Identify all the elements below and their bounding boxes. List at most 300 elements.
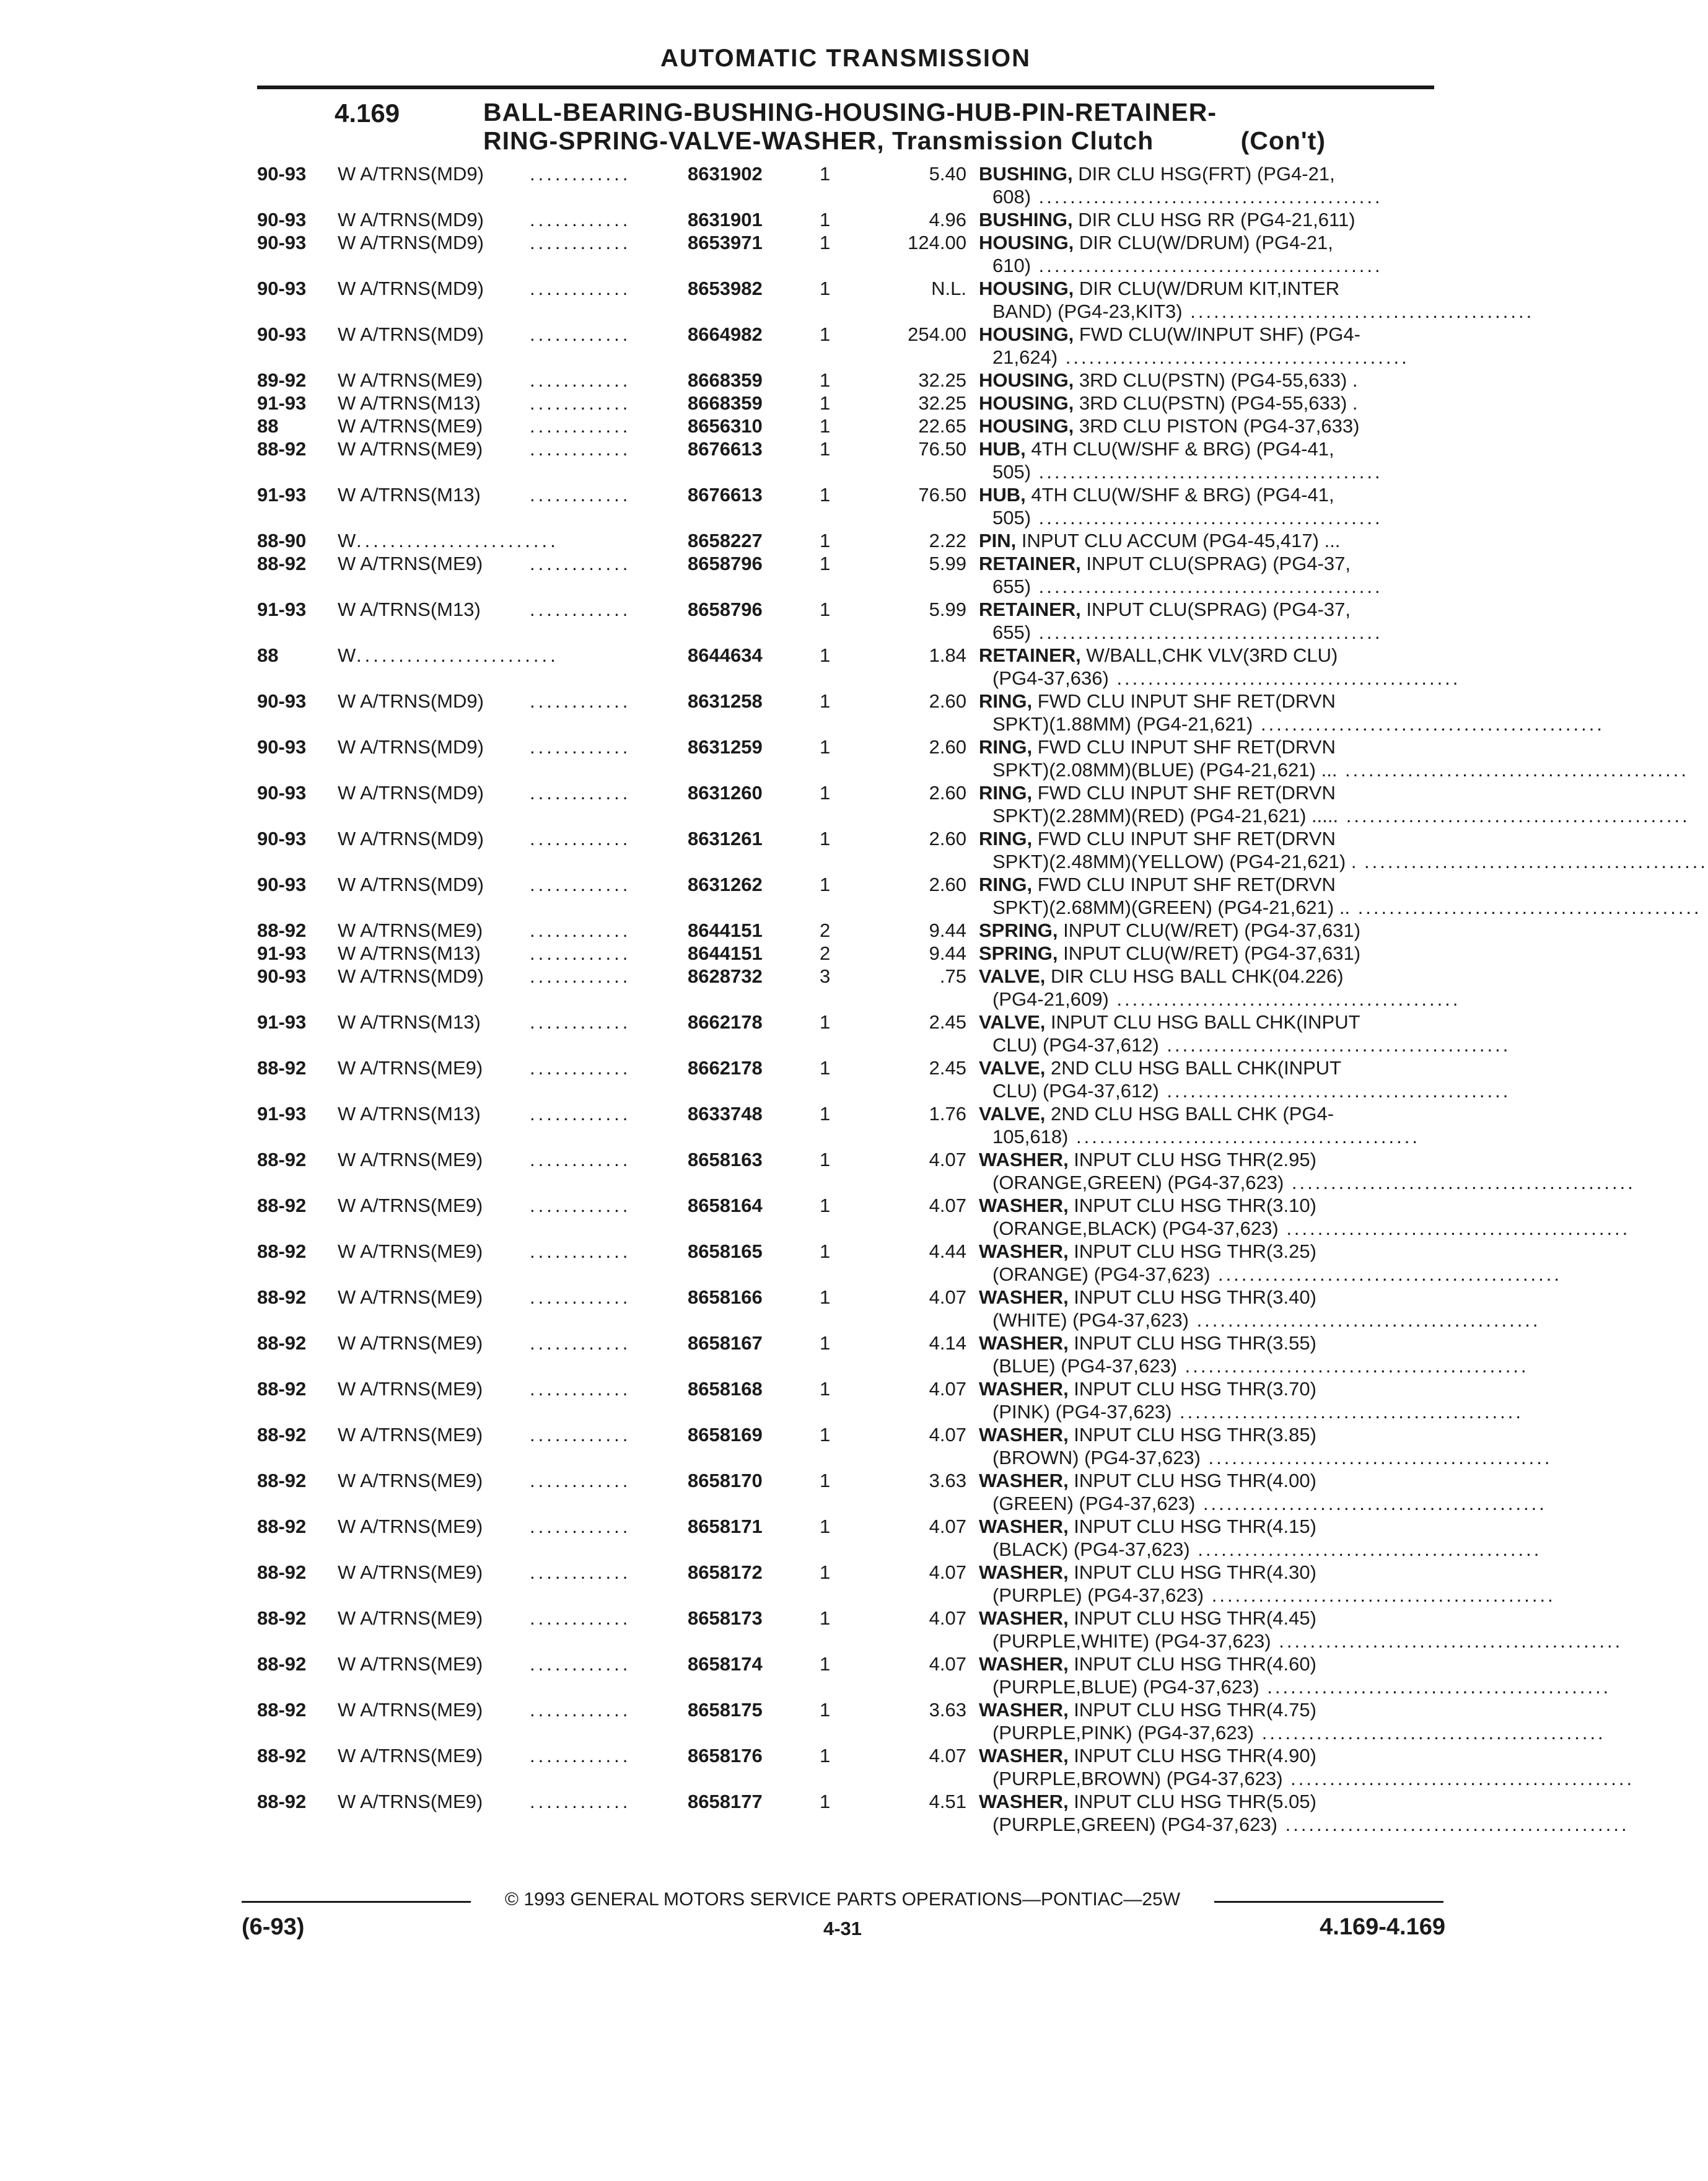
part-quantity: 1 [820, 415, 831, 437]
part-description [979, 873, 1702, 919]
part-detail-continued: SPKT)(2.48MM)(YELLOW) (PG4-21,621) . [992, 851, 1357, 872]
part-row [257, 1011, 1511, 1056]
description-line [979, 552, 1434, 575]
leader-dots: ............................................ [1195, 1493, 1547, 1514]
part-years: 90-93 [257, 209, 307, 230]
part-detail-continued: (ORANGE) (PG4-37,623) [992, 1263, 1211, 1285]
description-line [979, 1584, 1556, 1607]
part-price: 4.07 [929, 1424, 966, 1446]
part-description [979, 1744, 1635, 1790]
leader-dots: ............................................ [1210, 1263, 1562, 1285]
part-application: W [338, 644, 356, 666]
part-detail-continued: (PURPLE,BROWN) (PG4-37,623) [992, 1768, 1283, 1789]
part-row [257, 1102, 1434, 1148]
part-years: 90-93 [257, 874, 307, 895]
part-detail: INPUT CLU HSG THR(4.45) [1068, 1607, 1316, 1629]
part-detail: FWD CLU INPUT SHF RET(DRVN [1032, 690, 1336, 712]
part-row [257, 483, 1434, 529]
description-line [979, 621, 1434, 644]
leader-dots: ............................................ [1031, 186, 1383, 208]
part-detail: INPUT CLU(W/RET) (PG4-37,631) [1058, 919, 1361, 941]
part-name: RING, [979, 782, 1033, 804]
leader-dots: ............ [530, 1103, 631, 1125]
part-quantity: 1 [820, 1240, 831, 1262]
leader-dots: ............................................ [1188, 1309, 1541, 1331]
part-name: RETAINER, [979, 644, 1081, 666]
description-line [979, 988, 1461, 1011]
part-detail: FWD CLU INPUT SHF RET(DRVN [1032, 828, 1336, 849]
leader-dots: ............ [530, 392, 631, 414]
leader-dots: ............ [530, 1057, 631, 1079]
part-detail: 4TH CLU(W/SHF & BRG) (PG4-41, [1025, 484, 1334, 506]
part-price: 124.00 [908, 232, 966, 253]
part-name: PIN, [979, 530, 1017, 551]
part-detail-continued: CLU) (PG4-37,612) [992, 1034, 1159, 1056]
part-number: 8644634 [688, 644, 763, 666]
part-detail-continued: (BLUE) (PG4-37,623) [992, 1355, 1178, 1377]
footer-rule-left [242, 1901, 471, 1903]
description-line [979, 1217, 1631, 1240]
part-detail: FWD CLU(W/INPUT SHF) (PG4- [1074, 323, 1360, 345]
part-years: 88-92 [257, 1791, 307, 1812]
part-detail-continued: (PINK) (PG4-37,623) [992, 1401, 1172, 1423]
part-number: 8631260 [688, 782, 763, 804]
part-quantity: 1 [820, 1332, 831, 1354]
part-detail-continued: SPKT)(2.28MM)(RED) (PG4-21,621) ..... [992, 805, 1339, 827]
leader-dots: ............ [530, 484, 631, 506]
part-row [257, 323, 1434, 369]
part-row [257, 1744, 1635, 1790]
description-line [979, 1033, 1511, 1056]
part-number: 8628732 [688, 965, 763, 987]
part-application: W A/TRNS(ME9) [338, 415, 483, 437]
description-line [979, 1790, 1434, 1813]
part-name: RETAINER, [979, 553, 1081, 574]
description-line [979, 162, 1434, 185]
description-line [979, 460, 1434, 483]
page-header-title: AUTOMATIC TRANSMISSION [660, 45, 1031, 72]
part-detail-continued: SPKT)(2.08MM)(BLUE) (PG4-21,621) ... [992, 759, 1338, 781]
parts-list [257, 162, 1708, 1836]
description-line [979, 850, 1708, 873]
part-quantity: 1 [820, 1791, 831, 1812]
part-detail-continued: 21,624) [992, 346, 1058, 368]
leader-dots: ............ [530, 323, 631, 345]
part-price: 2.60 [929, 828, 966, 849]
part-years: 88-92 [257, 438, 307, 460]
part-description [979, 827, 1708, 873]
part-number: 8644151 [688, 919, 763, 941]
part-application: W A/TRNS(M13) [338, 599, 481, 620]
part-quantity: 1 [820, 553, 831, 574]
header-rule [257, 86, 1434, 89]
part-number: 8658177 [688, 1791, 763, 1812]
part-number: 8631262 [688, 874, 763, 895]
description-line [979, 1125, 1434, 1148]
description-line [979, 1309, 1541, 1332]
part-years: 90-93 [257, 965, 307, 987]
part-number: 8658796 [688, 553, 763, 574]
part-application: W A/TRNS(MD9) [338, 965, 484, 987]
part-row [257, 392, 1434, 415]
part-application: W A/TRNS(ME9) [338, 1561, 483, 1583]
part-price: 2.45 [929, 1057, 966, 1079]
part-description [979, 369, 1434, 392]
part-detail: DIR CLU(W/DRUM) (PG4-21, [1074, 232, 1333, 253]
part-number: 8658174 [688, 1653, 763, 1675]
part-detail-continued: 610) [992, 255, 1031, 276]
leader-dots: ............................................ [1031, 621, 1383, 643]
part-description [979, 942, 1434, 965]
leader-dots: ............................................ [1158, 1080, 1511, 1102]
part-description [979, 1102, 1434, 1148]
part-row [257, 277, 1535, 323]
description-line [979, 575, 1434, 598]
part-row [257, 437, 1434, 483]
part-description [979, 1194, 1631, 1240]
part-name: WASHER, [979, 1516, 1069, 1537]
part-detail: 4TH CLU(W/SHF & BRG) (PG4-41, [1025, 438, 1334, 460]
part-detail: DIR CLU HSG RR (PG4-21,611) [1072, 209, 1355, 230]
part-years: 88-92 [257, 1378, 307, 1400]
part-application: W A/TRNS(MD9) [338, 163, 484, 185]
part-description [979, 965, 1461, 1011]
description-line [979, 1194, 1434, 1217]
section-title-line-2: RING-SPRING-VALVE-WASHER, Transmission Clutch (Con't) [483, 126, 1326, 155]
footer-rule-right [1214, 1901, 1443, 1903]
part-detail-continued: (ORANGE,BLACK) (PG4-37,623) [992, 1218, 1279, 1239]
part-row [257, 529, 1434, 552]
description-line [979, 1056, 1434, 1079]
part-price: 4.07 [929, 1561, 966, 1583]
leader-dots: ............ [530, 690, 631, 712]
part-number: 8658166 [688, 1286, 763, 1308]
leader-dots: ............................................ [1253, 713, 1605, 735]
part-description [979, 1469, 1547, 1515]
part-description [979, 552, 1434, 598]
part-years: 89-92 [257, 369, 307, 391]
part-description [979, 162, 1434, 208]
part-name: HOUSING, [979, 415, 1074, 437]
part-detail: 3RD CLU PISTON (PG4-37,633) [1074, 415, 1360, 437]
leader-dots: ............................................ [1172, 1401, 1524, 1423]
description-line [979, 1354, 1529, 1377]
description-line [979, 1171, 1636, 1194]
part-detail-continued: 105,618) [992, 1126, 1069, 1148]
part-detail-continued: (ORANGE,GREEN) (PG4-37,623) [992, 1172, 1284, 1193]
leader-dots: ............ [530, 1745, 631, 1766]
description-line [979, 896, 1702, 919]
part-quantity: 1 [820, 828, 831, 849]
description-line [979, 667, 1461, 690]
leader-dots: ............................................ [1068, 1126, 1420, 1148]
part-application: W A/TRNS(ME9) [338, 1424, 483, 1446]
part-quantity: 1 [820, 163, 831, 185]
part-price: 4.51 [929, 1791, 966, 1812]
part-description [979, 1790, 1629, 1836]
part-price: 4.07 [929, 1516, 966, 1537]
part-detail-continued: 655) [992, 576, 1031, 597]
part-price: 2.60 [929, 736, 966, 758]
leader-dots: ........................ [356, 530, 559, 551]
part-quantity: 1 [820, 1149, 831, 1170]
part-detail-continued: (PURPLE,BLUE) (PG4-37,623) [992, 1676, 1259, 1698]
part-row [257, 735, 1689, 781]
leader-dots: ............................................ [1108, 988, 1461, 1010]
description-line [979, 415, 1434, 437]
part-description [979, 529, 1434, 552]
part-description [979, 231, 1434, 277]
part-description [979, 1698, 1606, 1744]
part-row [257, 1332, 1529, 1377]
leader-dots: ........................ [356, 644, 559, 666]
part-quantity: 1 [820, 1699, 831, 1721]
part-name: HUB, [979, 484, 1026, 506]
part-years: 88-92 [257, 1653, 307, 1675]
leader-dots: ............................................ [1254, 1722, 1606, 1744]
part-quantity: 1 [820, 1103, 831, 1125]
part-price: 22.65 [918, 415, 966, 437]
part-description [979, 483, 1434, 529]
part-quantity: 1 [820, 1470, 831, 1491]
part-application: W A/TRNS(M13) [338, 942, 481, 964]
part-price: 5.99 [929, 599, 966, 620]
description-line [979, 1423, 1434, 1446]
footer-page-number: 4-31 [823, 1918, 862, 1939]
description-line [979, 1148, 1434, 1171]
part-description [979, 1148, 1636, 1194]
description-line [979, 598, 1434, 621]
description-line [979, 1630, 1623, 1652]
description-line [979, 1538, 1542, 1561]
part-description [979, 919, 1434, 942]
part-row [257, 1240, 1562, 1286]
leader-dots: ............ [530, 1286, 631, 1308]
part-name: SPRING, [979, 942, 1058, 964]
leader-dots: ............ [530, 369, 631, 391]
part-quantity: 1 [820, 1195, 831, 1216]
part-detail: 2ND CLU HSG BALL CHK(INPUT [1045, 1057, 1342, 1079]
part-number: 8631902 [688, 163, 763, 185]
part-detail: INPUT CLU HSG THR(3.10) [1068, 1195, 1316, 1216]
part-detail-continued: (PURPLE,GREEN) (PG4-37,623) [992, 1814, 1277, 1835]
description-line [979, 919, 1434, 942]
part-number: 8658173 [688, 1607, 763, 1629]
part-years: 91-93 [257, 1011, 307, 1033]
part-years: 88-92 [257, 1699, 307, 1721]
part-quantity: 1 [820, 392, 831, 414]
leader-dots: ............ [530, 782, 631, 804]
part-application: W A/TRNS(MD9) [338, 323, 484, 345]
part-row [257, 827, 1708, 873]
part-row [257, 873, 1702, 919]
part-quantity: 1 [820, 1607, 831, 1629]
part-detail-continued: 505) [992, 507, 1031, 529]
part-description [979, 781, 1690, 827]
description-line [979, 323, 1434, 346]
description-line [979, 483, 1434, 506]
part-description [979, 415, 1434, 437]
part-name: HOUSING, [979, 232, 1074, 253]
part-name: RING, [979, 690, 1033, 712]
part-row [257, 1652, 1611, 1698]
description-line [979, 1102, 1434, 1125]
description-line [979, 1400, 1524, 1423]
description-line [979, 1515, 1434, 1538]
part-number: 8658170 [688, 1470, 763, 1491]
part-price: 4.44 [929, 1240, 966, 1262]
part-detail-continued: 655) [992, 621, 1031, 643]
leader-dots: ............ [530, 965, 631, 987]
part-quantity: 3 [820, 965, 831, 987]
part-row [257, 1561, 1556, 1607]
description-line [979, 300, 1535, 323]
part-description [979, 208, 1434, 231]
description-line [979, 1607, 1434, 1630]
description-line [979, 1675, 1611, 1698]
leader-dots: ............ [530, 1240, 631, 1262]
part-row [257, 1148, 1636, 1194]
part-price: 4.14 [929, 1332, 966, 1354]
part-row [257, 942, 1434, 965]
leader-dots: ............ [530, 1791, 631, 1812]
leader-dots: ............................................ [1284, 1172, 1636, 1193]
part-description [979, 1286, 1541, 1332]
part-description [979, 598, 1434, 644]
part-row [257, 1790, 1629, 1836]
part-application: W [338, 530, 356, 551]
part-detail-continued: (BROWN) (PG4-37,623) [992, 1447, 1201, 1468]
part-detail-continued: (PURPLE,WHITE) (PG4-37,623) [992, 1630, 1271, 1652]
part-quantity: 1 [820, 1424, 831, 1446]
part-description [979, 735, 1689, 781]
part-application: W A/TRNS(MD9) [338, 232, 484, 253]
part-years: 88-92 [257, 1332, 307, 1354]
part-row [257, 415, 1434, 437]
part-number: 8631258 [688, 690, 763, 712]
part-quantity: 1 [820, 1011, 831, 1033]
description-line [979, 1079, 1511, 1102]
description-line [979, 1744, 1434, 1767]
part-number: 8668359 [688, 392, 763, 414]
part-quantity: 1 [820, 644, 831, 666]
part-number: 8658165 [688, 1240, 763, 1262]
part-years: 88-92 [257, 1149, 307, 1170]
leader-dots: ............ [530, 1470, 631, 1491]
leader-dots: ............................................ [1031, 576, 1383, 597]
part-name: VALVE, [979, 965, 1046, 987]
part-number: 8668359 [688, 369, 763, 391]
part-application: W A/TRNS(ME9) [338, 553, 483, 574]
part-quantity: 1 [820, 369, 831, 391]
part-application: W A/TRNS(ME9) [338, 1745, 483, 1766]
part-price: 5.40 [929, 163, 966, 185]
part-name: WASHER, [979, 1378, 1069, 1400]
part-price: 32.25 [918, 392, 966, 414]
description-line [979, 369, 1434, 392]
part-application: W A/TRNS(M13) [338, 1011, 481, 1033]
part-quantity: 1 [820, 530, 831, 551]
part-name: WASHER, [979, 1470, 1069, 1491]
part-application: W A/TRNS(ME9) [338, 919, 483, 941]
part-name: WASHER, [979, 1699, 1069, 1721]
part-name: HOUSING, [979, 323, 1074, 345]
part-quantity: 1 [820, 1286, 831, 1308]
description-line [979, 804, 1690, 827]
leader-dots: ............................................ [1278, 1218, 1631, 1239]
description-line [979, 735, 1434, 758]
part-quantity: 1 [820, 1378, 831, 1400]
part-number: 8676613 [688, 484, 763, 506]
part-quantity: 1 [820, 484, 831, 506]
part-application: W A/TRNS(MD9) [338, 278, 484, 299]
part-years: 88 [257, 415, 279, 437]
part-row [257, 690, 1605, 735]
description-line [979, 873, 1434, 896]
description-line [979, 1263, 1562, 1286]
description-line [979, 1469, 1434, 1492]
part-description [979, 1011, 1511, 1056]
part-application: W A/TRNS(ME9) [338, 1149, 483, 1170]
description-line [979, 1492, 1547, 1515]
part-number: 8658168 [688, 1378, 763, 1400]
leader-dots: ............................................ [1189, 1538, 1542, 1560]
part-years: 91-93 [257, 484, 307, 506]
description-line [979, 1011, 1434, 1033]
leader-dots: ............ [530, 1378, 631, 1400]
part-name: WASHER, [979, 1240, 1069, 1262]
part-detail: INPUT CLU(W/RET) (PG4-37,631) [1058, 942, 1361, 964]
part-detail: 3RD CLU(PSTN) (PG4-55,633) . [1074, 392, 1358, 414]
description-line [979, 1377, 1434, 1400]
part-row [257, 1377, 1524, 1423]
part-price: 3.63 [929, 1470, 966, 1491]
part-detail: DIR CLU HSG BALL CHK(04.226) [1045, 965, 1344, 987]
part-detail: FWD CLU INPUT SHF RET(DRVN [1032, 736, 1336, 758]
part-detail-continued: CLU) (PG4-37,612) [992, 1080, 1159, 1102]
leader-dots: ............ [530, 1699, 631, 1721]
leader-dots: ............................................ [1356, 851, 1708, 872]
part-years: 88-92 [257, 1470, 307, 1491]
leader-dots: ............................................ [1277, 1814, 1629, 1835]
part-number: 8662178 [688, 1057, 763, 1079]
footer-copyright: © 1993 GENERAL MOTORS SERVICE PARTS OPERATIONS—PONTIAC—25W [504, 1889, 1181, 1910]
leader-dots: ............................................ [1271, 1630, 1623, 1652]
part-detail-continued: BAND) (PG4-23,KIT3) [992, 301, 1183, 322]
part-detail: INPUT CLU(SPRAG) (PG4-37, [1080, 599, 1351, 620]
part-quantity: 2 [820, 919, 831, 941]
footer-section-range: 4.169-4.169 [1320, 1914, 1445, 1940]
leader-dots: ............ [530, 874, 631, 895]
part-application: W A/TRNS(MD9) [338, 828, 484, 849]
part-detail: INPUT CLU HSG THR(3.40) [1068, 1286, 1316, 1308]
leader-dots: ............................................ [1158, 1034, 1511, 1056]
part-description [979, 1607, 1623, 1652]
leader-dots: ............ [530, 278, 631, 299]
description-line [979, 529, 1434, 552]
part-row [257, 208, 1434, 231]
part-detail: INPUT CLU HSG THR(4.15) [1068, 1516, 1316, 1537]
description-line [979, 1286, 1434, 1309]
part-price: 4.07 [929, 1745, 966, 1766]
description-line [979, 392, 1434, 415]
part-description [979, 437, 1434, 483]
part-price: 76.50 [918, 438, 966, 460]
leader-dots: ............................................ [1058, 346, 1409, 368]
part-price: 3.63 [929, 1699, 966, 1721]
part-detail-continued: (BLACK) (PG4-37,623) [992, 1538, 1190, 1560]
part-years: 88-92 [257, 1057, 307, 1079]
